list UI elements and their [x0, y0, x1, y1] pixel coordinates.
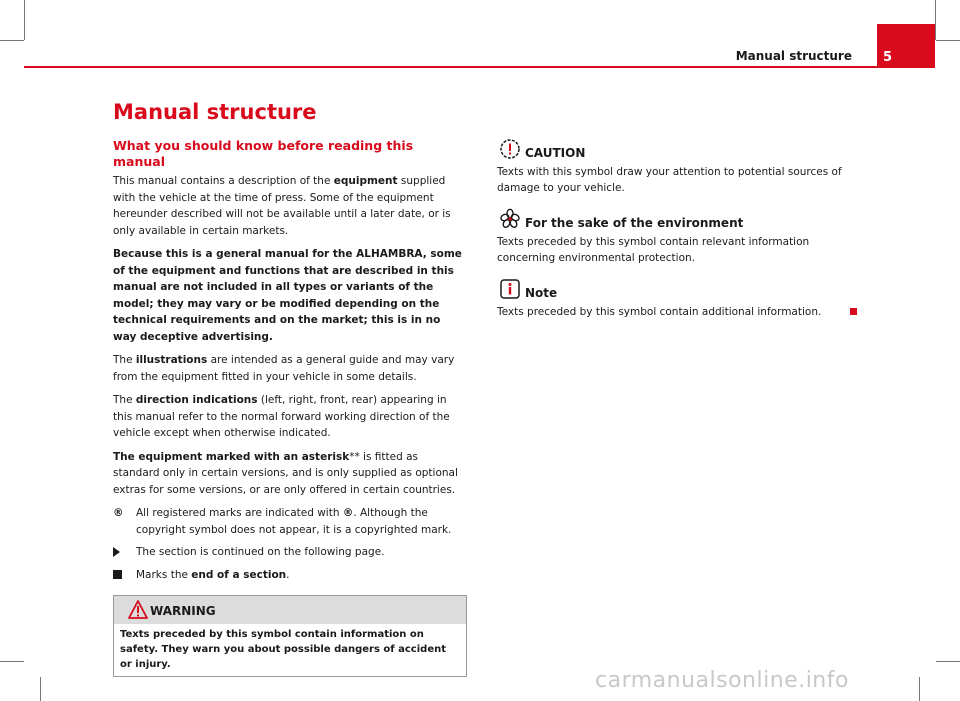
crop-mark — [936, 40, 960, 41]
note-paragraph — [497, 304, 857, 320]
caution-block — [497, 138, 857, 196]
paragraph-equipment — [113, 173, 467, 239]
paragraph-directions — [113, 392, 467, 442]
crop-mark — [40, 677, 41, 701]
caution-text: Texts with this symbol draw your attention to potential sources of damage to your vehicle. — [497, 166, 842, 194]
note-label: Note — [525, 286, 558, 300]
continue-arrow-icon — [113, 547, 120, 557]
bold-term: equipment — [333, 175, 398, 187]
page-number: 5 — [883, 50, 893, 65]
text: The — [113, 354, 136, 366]
bold-term: direction indications — [135, 394, 258, 406]
caution-label: CAUTION — [525, 146, 586, 160]
note-text: Texts preceded by this symbol contain additional information. — [497, 306, 822, 318]
crop-mark — [919, 677, 920, 701]
registered-symbol: ® — [342, 507, 354, 519]
page-title: Manual structure — [113, 100, 317, 124]
environment-block — [497, 208, 857, 266]
warning-box — [113, 595, 467, 677]
text: are intended as a general guide and may vary from the equipment fitted in your vehicle in some details. — [113, 354, 455, 383]
section-subtitle: What you should know before reading this manual — [113, 138, 414, 169]
registered-icon: ® — [113, 507, 124, 519]
text: The — [113, 394, 136, 406]
text: This manual contains a description of the — [113, 175, 334, 187]
bold-term: end of a section — [191, 568, 287, 581]
crop-mark — [935, 0, 936, 40]
text: Marks the — [136, 568, 192, 581]
paragraph-illustrations — [113, 352, 467, 385]
environment-flower-icon — [499, 208, 521, 230]
text: (left, right, front, rear) appearing in this manual refer to the normal forward working direction of the vehicle except when otherwise indicated. — [113, 394, 450, 439]
left-column — [113, 138, 467, 677]
environment-label: For the sake of the environment — [525, 216, 744, 230]
end-section-square-icon — [113, 570, 122, 579]
registered-mark-row — [113, 505, 467, 538]
warning-header — [114, 596, 466, 624]
text: supplied with the vehicle at the time of press. Some of the equipment hereunder described will not be available until a later date, or is only available in certain markets. — [113, 175, 451, 237]
end-section-row — [113, 567, 467, 584]
text: All registered marks are indicated with — [136, 507, 343, 519]
note-block — [497, 278, 857, 320]
bold-term: The equipment marked with an asterisk — [113, 450, 350, 463]
warning-text: Texts preceded by this symbol contain information on safety. They warn you about possible dangers of accident or injury. — [120, 629, 446, 670]
caution-icon — [499, 138, 521, 160]
crop-mark — [0, 661, 24, 662]
page-number-badge — [877, 24, 935, 68]
crop-mark — [936, 661, 960, 662]
continued-row — [113, 544, 467, 561]
end-section-marker-icon — [850, 308, 857, 315]
crop-mark — [0, 40, 24, 41]
text: . Although the copyright symbol does not appear, it is a copyrighted mark. — [136, 507, 452, 536]
paragraph-general-manual: Because this is a general manual for the ALHAMBRA, some of the equipment and functions that are described in this manual are not included in all types or variants of the model; they may vary or be modified depending on the technical requirements and on the market; this is in no way deceptive advertising. — [113, 248, 462, 343]
paragraph-asterisk — [113, 449, 467, 499]
watermark: carmanualsonline.info — [595, 668, 849, 693]
bold-term: illustrations — [135, 354, 208, 366]
header-rule — [24, 66, 935, 68]
warning-triangle-icon — [128, 600, 148, 619]
note-info-icon — [499, 278, 521, 300]
text: The section is continued on the following page. — [136, 546, 385, 558]
environment-text: Texts preceded by this symbol contain relevant information concerning environmental protection. — [497, 236, 810, 264]
text: ** is fitted as standard only in certain versions, and is only supplied as optional extras for some versions, or are only offered in certain countries. — [113, 450, 458, 496]
warning-label: WARNING — [150, 604, 216, 618]
crop-mark — [24, 0, 25, 40]
header-title: Manual structure — [735, 49, 852, 63]
text: . — [286, 568, 290, 581]
right-column — [497, 138, 857, 332]
